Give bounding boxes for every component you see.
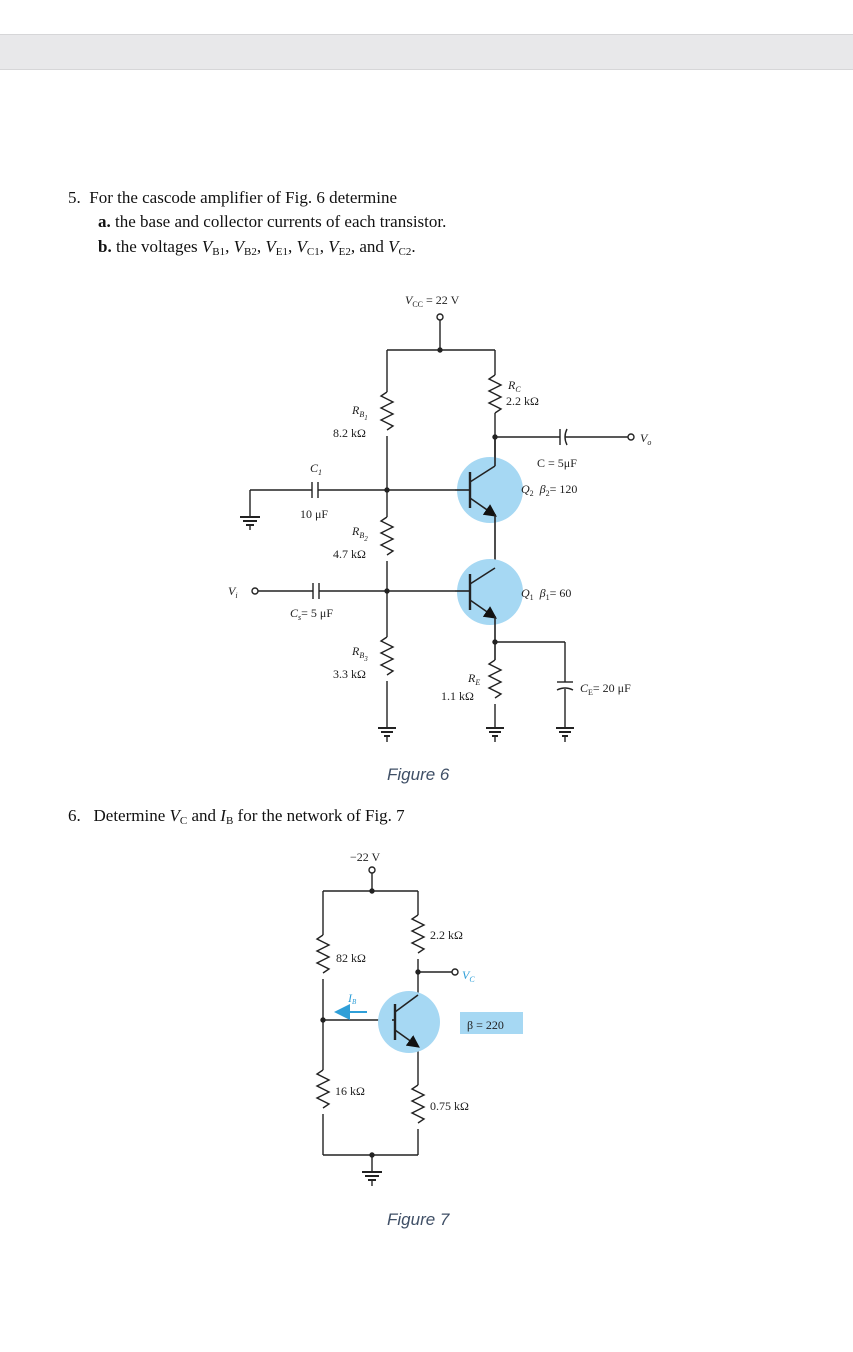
transistor-q2 xyxy=(455,437,523,566)
rc-resistor xyxy=(489,375,501,413)
rc-label: $R_C$ xyxy=(508,378,521,394)
r2k2-resistor xyxy=(412,915,424,953)
supply-label: −22 V xyxy=(350,850,381,864)
r075k-resistor xyxy=(412,1085,424,1123)
beta-label: β = 220 xyxy=(467,1018,504,1032)
c-out-label: C = 5μF xyxy=(537,456,577,470)
figure-6-caption: Figure 6 xyxy=(387,765,450,784)
r82k-resistor xyxy=(317,935,329,973)
question-5-part-b: b. the voltages $V_{B1}$, $V_{B2}$, $V_{E1}$, $V_{C1}$, $V_{E2}$, and $V_{C2}$. xyxy=(98,237,416,258)
re-value: 1.1 kΩ xyxy=(441,689,474,703)
question-5-part-a: a. the base and collector currents of each transistor. xyxy=(98,212,447,231)
q1-label: $Q_1$ $\beta_1= 60$ xyxy=(521,586,572,602)
re-label: $R_E$ xyxy=(468,671,481,687)
rb2-resistor xyxy=(381,517,393,555)
rb3-label: $R_{B3}$ xyxy=(352,644,368,663)
r16k-resistor xyxy=(317,1070,329,1108)
transistor-q1 xyxy=(455,559,523,660)
c1-label: $C_1$ xyxy=(310,461,323,477)
vi-label: $V_i$ xyxy=(228,584,238,600)
figure-6-circuit xyxy=(240,314,634,742)
rc-value: 2.2 kΩ xyxy=(506,394,539,408)
rb1-label: $R_{B1}$ xyxy=(352,403,368,422)
re-resistor xyxy=(489,660,501,698)
rb1-resistor xyxy=(381,392,393,430)
rb1-value: 8.2 kΩ xyxy=(333,426,366,440)
rb3-resistor xyxy=(381,637,393,675)
vo-label: $V_o$ xyxy=(640,431,652,447)
cs-label: $C_s= 5$ μF xyxy=(290,606,334,622)
c1-value: 10 μF xyxy=(300,507,329,521)
vc-label: $V_C$ xyxy=(462,968,475,984)
emitter-network xyxy=(486,640,574,742)
vcc-label: $V_{CC} = 22$ V xyxy=(405,293,460,309)
r-bottom-right-label: 0.75 kΩ xyxy=(430,1099,469,1113)
rb3-value: 3.3 kΩ xyxy=(333,667,366,681)
r-top-left-label: 82 kΩ xyxy=(336,951,366,965)
ib-label: IB xyxy=(348,991,357,1006)
rb2-value: 4.7 kΩ xyxy=(333,547,366,561)
transistor-fig7 xyxy=(378,991,440,1053)
r-top-right-label: 2.2 kΩ xyxy=(430,928,463,942)
q2-label: $Q_2$ $\beta_2= 120$ xyxy=(521,482,578,498)
figure-7-caption: Figure 7 xyxy=(387,1210,450,1229)
question-6: 6. Determine $V_C$ and $I_B$ for the network of Fig. 7 xyxy=(68,806,405,827)
ce-label: $C_E= 20$ μF xyxy=(580,681,631,697)
r-bottom-left-label: 16 kΩ xyxy=(335,1084,365,1098)
rb2-label: $R_{B2}$ xyxy=(352,524,368,543)
question-5-stem: 5. For the cascode amplifier of Fig. 6 determine xyxy=(68,188,398,207)
